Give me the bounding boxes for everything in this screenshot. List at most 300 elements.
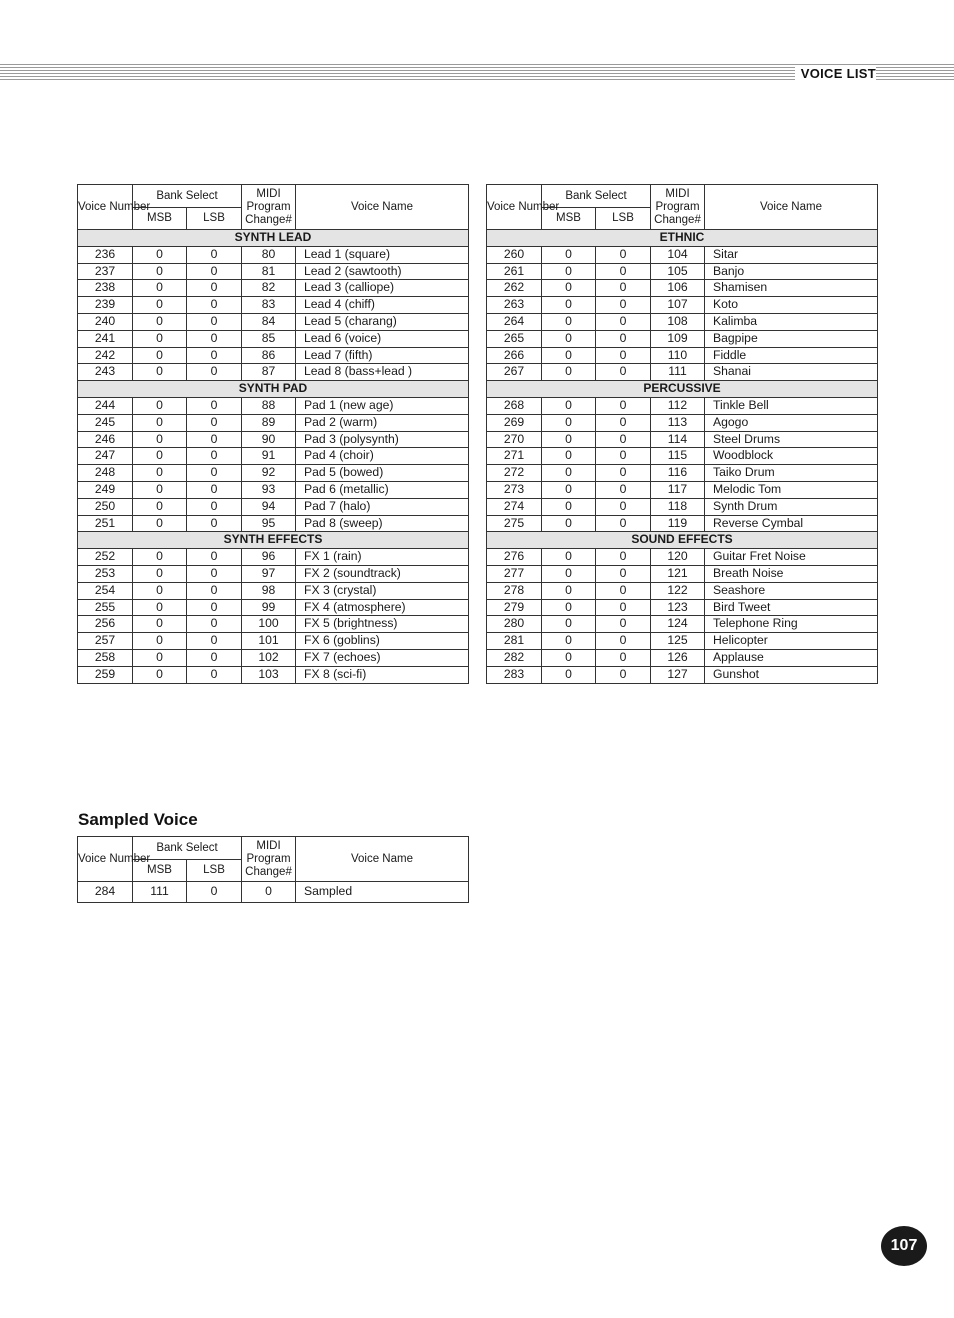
table-row [78,347,469,364]
voice-number-cell: 277 [487,565,542,582]
msb-cell: 0 [542,263,596,280]
lsb-cell: 0 [187,297,242,314]
voice-number-cell: 237 [78,263,133,280]
msb-cell: 0 [542,599,596,616]
table-row [487,465,878,482]
msb-cell: 0 [133,633,187,650]
table-row [78,364,469,381]
program-change-cell: 108 [651,313,705,330]
voice-number-cell: 256 [78,616,133,633]
program-change-cell: 127 [651,666,705,683]
sampled-table-body [78,882,469,903]
voice-number-cell: 270 [487,431,542,448]
table-row [487,448,878,465]
voice-name-cell: Fiddle [705,347,878,364]
lsb-cell: 0 [187,364,242,381]
msb-cell: 0 [133,448,187,465]
voice-name-cell: Melodic Tom [705,481,878,498]
msb-cell: 0 [542,448,596,465]
lsb-cell: 0 [596,364,651,381]
voice-number-cell: 253 [78,565,133,582]
msb-cell: 0 [542,364,596,381]
program-change-cell: 105 [651,263,705,280]
voice-name-cell: FX 3 (crystal) [296,582,469,599]
table-row [487,616,878,633]
table-row [78,481,469,498]
table-row [78,633,469,650]
program-change-cell: 113 [651,414,705,431]
voice-name-cell: Helicopter [705,633,878,650]
lsb-cell: 0 [187,246,242,263]
table-row [78,330,469,347]
voice-number-cell: 276 [487,549,542,566]
voice-name-cell: Reverse Cymbal [705,515,878,532]
program-change-cell: 92 [242,465,296,482]
table-row [78,297,469,314]
table-row [78,616,469,633]
table-row [487,565,878,582]
table-row [487,498,878,515]
category-label: ETHNIC [487,230,878,247]
voice-number-cell: 275 [487,515,542,532]
col-lsb: LSB [596,208,651,230]
lsb-cell: 0 [596,246,651,263]
table-row [78,649,469,666]
msb-cell: 0 [133,330,187,347]
voice-number-cell: 239 [78,297,133,314]
category-row [487,381,878,398]
voice-table-left [77,184,469,684]
col-voice-name: Voice Name [705,185,878,230]
voice-number-cell: 240 [78,313,133,330]
voice-number-cell: 282 [487,649,542,666]
msb-cell: 0 [133,565,187,582]
voice-number-cell: 249 [78,481,133,498]
msb-cell: 0 [542,414,596,431]
voice-name-cell: Lead 2 (sawtooth) [296,263,469,280]
table-row [78,882,469,903]
voice-number-cell: 261 [487,263,542,280]
voice-number-cell: 283 [487,666,542,683]
lsb-cell: 0 [596,465,651,482]
msb-cell: 0 [542,649,596,666]
col-voice-number: Voice Number [78,185,133,230]
msb-cell: 0 [133,549,187,566]
col-voice-number: Voice Number [487,185,542,230]
table-row [487,397,878,414]
table-row [78,313,469,330]
program-change-cell: 107 [651,297,705,314]
voice-name-cell: FX 5 (brightness) [296,616,469,633]
voice-name-cell: Lead 3 (calliope) [296,280,469,297]
voice-number-cell: 273 [487,481,542,498]
msb-cell: 0 [542,280,596,297]
table-row [78,599,469,616]
table-row [487,364,878,381]
sampled-voice-table [77,836,469,903]
msb-cell: 0 [542,246,596,263]
program-change-cell: 123 [651,599,705,616]
lsb-cell: 0 [596,330,651,347]
msb-cell: 111 [133,882,187,903]
col-midi-program-change: MIDI Program Change# [651,185,705,230]
voice-name-cell: Pad 7 (halo) [296,498,469,515]
table-row [78,515,469,532]
voice-number-cell: 272 [487,465,542,482]
msb-cell: 0 [133,616,187,633]
lsb-cell: 0 [596,448,651,465]
voice-number-cell: 264 [487,313,542,330]
lsb-cell: 0 [187,565,242,582]
lsb-cell: 0 [187,431,242,448]
program-change-cell: 97 [242,565,296,582]
category-row [78,532,469,549]
msb-cell: 0 [133,297,187,314]
col-msb: MSB [542,208,596,230]
lsb-cell: 0 [187,666,242,683]
section-title: VOICE LIST [795,66,876,81]
program-change-cell: 95 [242,515,296,532]
program-change-cell: 124 [651,616,705,633]
voice-number-cell: 274 [487,498,542,515]
voice-name-cell: Bird Tweet [705,599,878,616]
col-msb: MSB [133,208,187,230]
program-change-cell: 94 [242,498,296,515]
lsb-cell: 0 [187,397,242,414]
voice-number-cell: 267 [487,364,542,381]
table-row [78,246,469,263]
msb-cell: 0 [542,498,596,515]
voice-name-cell: Koto [705,297,878,314]
lsb-cell: 0 [596,481,651,498]
lsb-cell: 0 [187,414,242,431]
table-row [487,263,878,280]
program-change-cell: 98 [242,582,296,599]
table-row [487,515,878,532]
voice-name-cell: FX 4 (atmosphere) [296,599,469,616]
msb-cell: 0 [542,481,596,498]
lsb-cell: 0 [187,263,242,280]
msb-cell: 0 [542,313,596,330]
table-row [487,330,878,347]
table-row [487,297,878,314]
voice-number-cell: 260 [487,246,542,263]
program-change-cell: 86 [242,347,296,364]
program-change-cell: 80 [242,246,296,263]
table-row [78,582,469,599]
table-row [487,414,878,431]
program-change-cell: 100 [242,616,296,633]
table-row [487,481,878,498]
col-lsb: LSB [187,860,242,882]
program-change-cell: 93 [242,481,296,498]
voice-number-cell: 241 [78,330,133,347]
voice-name-cell: FX 7 (echoes) [296,649,469,666]
voice-name-cell: Shanai [705,364,878,381]
program-change-cell: 110 [651,347,705,364]
voice-number-cell: 247 [78,448,133,465]
voice-name-cell: Pad 2 (warm) [296,414,469,431]
msb-cell: 0 [542,666,596,683]
category-label: SYNTH LEAD [78,230,469,247]
lsb-cell: 0 [596,633,651,650]
msb-cell: 0 [542,565,596,582]
lsb-cell: 0 [596,397,651,414]
voice-name-cell: FX 8 (sci-fi) [296,666,469,683]
lsb-cell: 0 [187,280,242,297]
lsb-cell: 0 [187,313,242,330]
voice-name-cell: Tinkle Bell [705,397,878,414]
table-row [487,313,878,330]
category-row [78,381,469,398]
lsb-cell: 0 [596,280,651,297]
lsb-cell: 0 [187,582,242,599]
table-row [487,347,878,364]
table-row [78,565,469,582]
category-label: PERCUSSIVE [487,381,878,398]
msb-cell: 0 [542,616,596,633]
voice-number-cell: 268 [487,397,542,414]
program-change-cell: 122 [651,582,705,599]
voice-table-right [486,184,878,684]
program-change-cell: 120 [651,549,705,566]
table-row [78,414,469,431]
voice-number-cell: 284 [78,882,133,903]
table-row [487,549,878,566]
msb-cell: 0 [542,582,596,599]
voice-name-cell: Seashore [705,582,878,599]
voice-number-cell: 271 [487,448,542,465]
sampled-voice-heading: Sampled Voice [78,810,198,829]
msb-cell: 0 [542,549,596,566]
voice-number-cell: 263 [487,297,542,314]
lsb-cell: 0 [187,515,242,532]
msb-cell: 0 [133,414,187,431]
category-row [78,230,469,247]
voice-number-cell: 265 [487,330,542,347]
voice-number-cell: 248 [78,465,133,482]
voice-name-cell: Breath Noise [705,565,878,582]
page-number-badge: 107 [881,1226,927,1266]
voice-name-cell: Lead 7 (fifth) [296,347,469,364]
voice-name-cell: Pad 5 (bowed) [296,465,469,482]
voice-name-cell: Sitar [705,246,878,263]
voice-number-cell: 262 [487,280,542,297]
col-bank-select: Bank Select [133,185,242,208]
voice-number-cell: 278 [487,582,542,599]
msb-cell: 0 [542,431,596,448]
table-row [487,633,878,650]
lsb-cell: 0 [596,666,651,683]
voice-number-cell: 236 [78,246,133,263]
msb-cell: 0 [133,599,187,616]
program-change-cell: 106 [651,280,705,297]
col-midi-program-change: MIDI Program Change# [242,837,296,882]
table-row [78,666,469,683]
voice-name-cell: Lead 4 (chiff) [296,297,469,314]
lsb-cell: 0 [187,347,242,364]
lsb-cell: 0 [187,448,242,465]
category-row [487,230,878,247]
lsb-cell: 0 [187,549,242,566]
voice-number-cell: 250 [78,498,133,515]
voice-name-cell: Lead 1 (square) [296,246,469,263]
program-change-cell: 99 [242,599,296,616]
program-change-cell: 125 [651,633,705,650]
voice-number-cell: 259 [78,666,133,683]
voice-number-cell: 251 [78,515,133,532]
voice-name-cell: FX 2 (soundtrack) [296,565,469,582]
program-change-cell: 84 [242,313,296,330]
voice-name-cell: Pad 1 (new age) [296,397,469,414]
voice-name-cell: Banjo [705,263,878,280]
voice-name-cell: Agogo [705,414,878,431]
col-bank-select: Bank Select [133,837,242,860]
lsb-cell: 0 [596,616,651,633]
voice-name-cell: Pad 3 (polysynth) [296,431,469,448]
msb-cell: 0 [542,465,596,482]
voice-number-cell: 242 [78,347,133,364]
voice-name-cell: Shamisen [705,280,878,297]
voice-number-cell: 238 [78,280,133,297]
program-change-cell: 114 [651,431,705,448]
program-change-cell: 121 [651,565,705,582]
table-row [487,649,878,666]
lsb-cell: 0 [187,330,242,347]
table-row [487,280,878,297]
lsb-cell: 0 [187,599,242,616]
voice-name-cell: Telephone Ring [705,616,878,633]
table-row [78,498,469,515]
lsb-cell: 0 [596,347,651,364]
category-row [487,532,878,549]
voice-number-cell: 280 [487,616,542,633]
lsb-cell: 0 [187,882,242,903]
program-change-cell: 91 [242,448,296,465]
program-change-cell: 117 [651,481,705,498]
msb-cell: 0 [133,431,187,448]
col-voice-name: Voice Name [296,185,469,230]
voice-name-cell: Applause [705,649,878,666]
voice-name-cell: Lead 5 (charang) [296,313,469,330]
program-change-cell: 101 [242,633,296,650]
program-change-cell: 118 [651,498,705,515]
lsb-cell: 0 [596,549,651,566]
voice-name-cell: FX 6 (goblins) [296,633,469,650]
msb-cell: 0 [133,666,187,683]
msb-cell: 0 [542,633,596,650]
program-change-cell: 83 [242,297,296,314]
voice-name-cell: Lead 8 (bass+lead ) [296,364,469,381]
table-row [78,263,469,280]
voice-name-cell: Woodblock [705,448,878,465]
voice-number-cell: 255 [78,599,133,616]
lsb-cell: 0 [596,565,651,582]
program-change-cell: 90 [242,431,296,448]
category-label: SYNTH EFFECTS [78,532,469,549]
voice-name-cell: Kalimba [705,313,878,330]
lsb-cell: 0 [596,582,651,599]
program-change-cell: 0 [242,882,296,903]
program-change-cell: 89 [242,414,296,431]
table-row [78,280,469,297]
lsb-cell: 0 [596,515,651,532]
table-row [487,582,878,599]
voice-table-body [487,230,878,684]
col-voice-number: Voice Number [78,837,133,882]
voice-name-cell: Synth Drum [705,498,878,515]
table-row [487,666,878,683]
voice-number-cell: 279 [487,599,542,616]
voice-name-cell: Steel Drums [705,431,878,448]
msb-cell: 0 [133,515,187,532]
voice-number-cell: 244 [78,397,133,414]
category-label: SOUND EFFECTS [487,532,878,549]
lsb-cell: 0 [187,633,242,650]
table-row [487,431,878,448]
program-change-cell: 126 [651,649,705,666]
msb-cell: 0 [133,465,187,482]
lsb-cell: 0 [596,649,651,666]
voice-number-cell: 252 [78,549,133,566]
lsb-cell: 0 [596,498,651,515]
program-change-cell: 109 [651,330,705,347]
msb-cell: 0 [542,330,596,347]
voice-name-cell: Gunshot [705,666,878,683]
voice-number-cell: 246 [78,431,133,448]
msb-cell: 0 [542,297,596,314]
program-change-cell: 104 [651,246,705,263]
program-change-cell: 85 [242,330,296,347]
msb-cell: 0 [542,515,596,532]
voice-number-cell: 254 [78,582,133,599]
program-change-cell: 96 [242,549,296,566]
msb-cell: 0 [133,313,187,330]
lsb-cell: 0 [187,465,242,482]
lsb-cell: 0 [187,481,242,498]
table-row [78,465,469,482]
msb-cell: 0 [133,364,187,381]
voice-name-cell: Guitar Fret Noise [705,549,878,566]
lsb-cell: 0 [187,616,242,633]
col-lsb: LSB [187,208,242,230]
voice-name-cell: Taiko Drum [705,465,878,482]
program-change-cell: 88 [242,397,296,414]
msb-cell: 0 [542,397,596,414]
msb-cell: 0 [133,280,187,297]
program-change-cell: 116 [651,465,705,482]
msb-cell: 0 [133,582,187,599]
msb-cell: 0 [133,263,187,280]
lsb-cell: 0 [596,414,651,431]
msb-cell: 0 [133,397,187,414]
voice-name-cell: FX 1 (rain) [296,549,469,566]
voice-number-cell: 243 [78,364,133,381]
col-midi-program-change: MIDI Program Change# [242,185,296,230]
program-change-cell: 81 [242,263,296,280]
voice-table-body [78,230,469,684]
msb-cell: 0 [133,347,187,364]
msb-cell: 0 [133,649,187,666]
lsb-cell: 0 [187,649,242,666]
category-label: SYNTH PAD [78,381,469,398]
voice-number-cell: 269 [487,414,542,431]
voice-number-cell: 245 [78,414,133,431]
voice-name-cell: Lead 6 (voice) [296,330,469,347]
table-row [487,599,878,616]
program-change-cell: 82 [242,280,296,297]
voice-number-cell: 257 [78,633,133,650]
